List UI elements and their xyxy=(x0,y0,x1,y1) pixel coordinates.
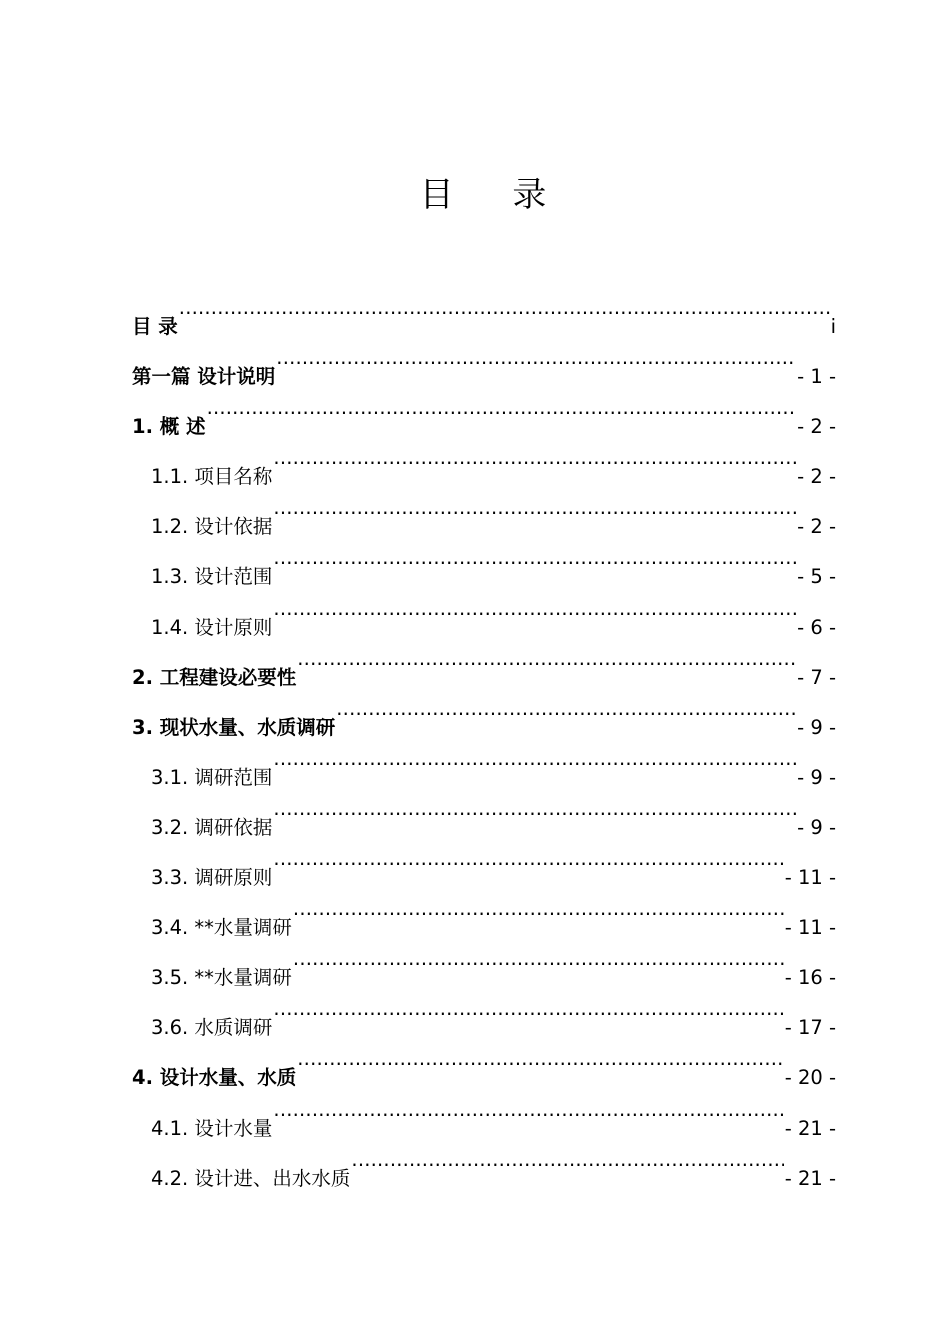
dot-leader xyxy=(273,784,796,834)
toc-title: 目 录 xyxy=(419,175,571,215)
toc-entry-page: i xyxy=(830,315,836,338)
toc-entry-label: 3.4. **水量调研 xyxy=(151,916,292,940)
dot-leader xyxy=(273,533,796,583)
toc-entry-page: - 2 - xyxy=(797,515,836,539)
toc-entry-label: 2. 工程建设必要性 xyxy=(132,665,297,689)
dot-leader xyxy=(273,834,783,884)
toc-entry[interactable] xyxy=(132,283,836,338)
toc-entry-label: 4. 设计水量、水质 xyxy=(132,1066,297,1090)
toc-entry-label: 4.2. 设计进、出水水质 xyxy=(151,1166,351,1190)
toc-entry-page: - 1 - xyxy=(797,365,836,389)
toc-entry-page: - 2 - xyxy=(797,465,836,489)
toc-list xyxy=(132,283,836,1190)
toc-entry-page: - 16 - xyxy=(784,966,836,990)
toc-entry-page: - 21 - xyxy=(784,1166,836,1190)
dot-leader xyxy=(273,1085,783,1135)
dot-leader xyxy=(179,283,830,333)
dot-leader xyxy=(293,884,784,934)
toc-entry-label: 4.1. 设计水量 xyxy=(151,1116,273,1140)
toc-entry-label: 3.6. 水质调研 xyxy=(151,1016,273,1040)
dot-leader xyxy=(273,734,796,784)
toc-entry-label: 1.1. 项目名称 xyxy=(151,465,273,489)
dot-leader xyxy=(297,634,796,684)
toc-entry-label: 3. 现状水量、水质调研 xyxy=(132,715,336,739)
dot-leader xyxy=(351,1135,783,1185)
toc-entry[interactable] xyxy=(132,433,836,489)
dot-leader xyxy=(273,433,796,483)
toc-entry-label: 1. 概 述 xyxy=(132,415,206,439)
toc-entry-label: 3.1. 调研范围 xyxy=(151,765,273,789)
toc-entry-page: - 5 - xyxy=(797,565,836,589)
dot-leader xyxy=(273,483,796,533)
toc-entry-label: 3.5. **水量调研 xyxy=(151,966,292,990)
toc-entry-label: 第一篇 设计说明 xyxy=(132,365,276,389)
toc-entry-label: 3.2. 调研依据 xyxy=(151,815,273,839)
toc-entry-page: - 21 - xyxy=(784,1116,836,1140)
toc-entry-page: - 11 - xyxy=(784,916,836,940)
toc-entry[interactable] xyxy=(132,333,836,389)
toc-entry-label: 1.4. 设计原则 xyxy=(151,615,273,639)
toc-entry[interactable] xyxy=(132,383,836,439)
dot-leader xyxy=(273,584,796,634)
toc-entry-label: 1.3. 设计范围 xyxy=(151,565,273,589)
dot-leader xyxy=(273,984,783,1034)
toc-entry-label: 目 录 xyxy=(132,315,178,338)
toc-entry-label: 3.3. 调研原则 xyxy=(151,866,273,890)
toc-entry-page: - 11 - xyxy=(784,866,836,890)
dot-leader xyxy=(336,684,796,734)
toc-entry-page: - 9 - xyxy=(797,715,836,739)
dot-leader xyxy=(297,1034,783,1084)
dot-leader xyxy=(276,333,796,383)
toc-entry-label: 1.2. 设计依据 xyxy=(151,515,273,539)
toc-entry-page: - 17 - xyxy=(784,1016,836,1040)
toc-entry-page: - 20 - xyxy=(784,1066,836,1090)
toc-entry-page: - 9 - xyxy=(797,815,836,839)
dot-leader xyxy=(207,383,797,433)
toc-entry-page: - 9 - xyxy=(797,765,836,789)
toc-entry-page: - 6 - xyxy=(797,615,836,639)
dot-leader xyxy=(293,934,784,984)
toc-entry-page: - 7 - xyxy=(797,665,836,689)
toc-entry-page: - 2 - xyxy=(797,415,836,439)
